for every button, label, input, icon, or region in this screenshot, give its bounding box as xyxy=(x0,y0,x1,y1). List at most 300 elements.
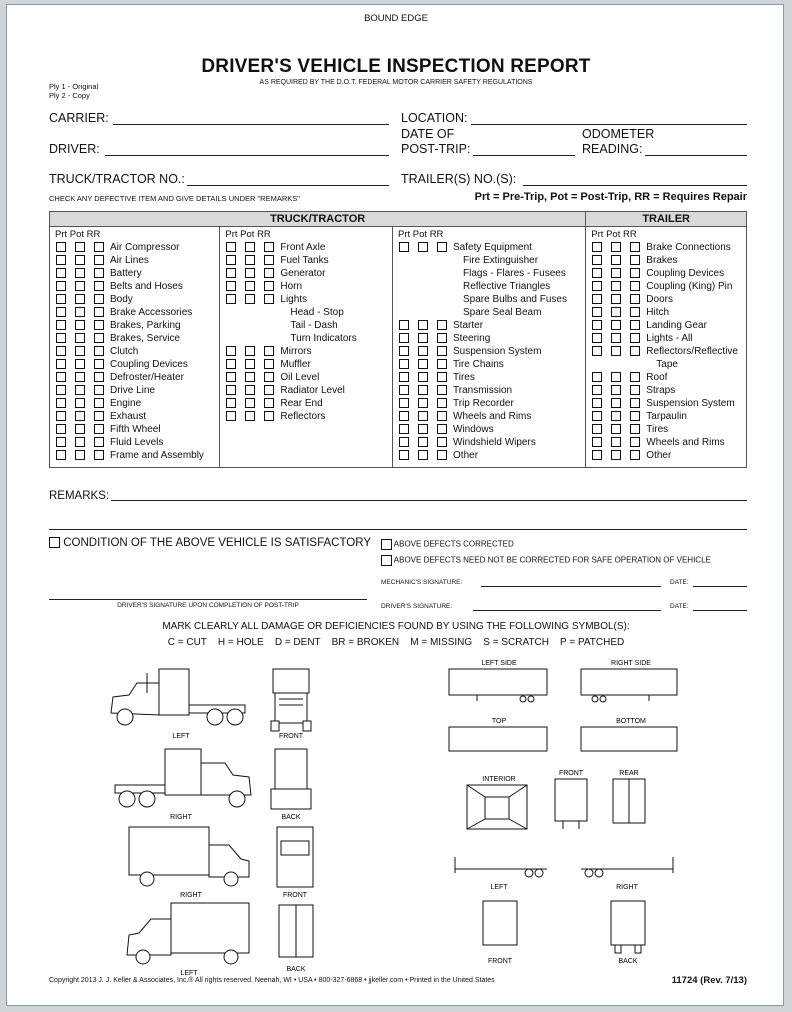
trailer-right-side-figure[interactable] xyxy=(579,657,689,717)
prt-checkbox[interactable] xyxy=(56,385,66,395)
rr-checkbox[interactable] xyxy=(94,372,104,382)
chassis-left-figure[interactable] xyxy=(451,847,551,895)
pot-checkbox[interactable] xyxy=(611,281,621,291)
rr-checkbox[interactable] xyxy=(437,411,447,421)
fig-label-right: RIGHT xyxy=(180,892,202,899)
checklist-item-label: Fuel Tanks xyxy=(280,255,329,266)
prt-checkbox[interactable] xyxy=(56,242,66,252)
prt-checkbox[interactable] xyxy=(56,398,66,408)
chassis-right-drawing xyxy=(581,857,673,877)
pot-checkbox[interactable] xyxy=(611,372,621,382)
checkbox-group xyxy=(592,254,646,267)
prt-checkbox[interactable] xyxy=(56,372,66,382)
checklist-item-label: Landing Gear xyxy=(646,320,707,331)
remarks-line-2[interactable] xyxy=(49,529,747,530)
pot-checkbox[interactable] xyxy=(75,437,85,447)
date-of-label: DATE OF xyxy=(401,127,455,141)
pot-checkbox[interactable] xyxy=(75,359,85,369)
pot-checkbox[interactable] xyxy=(75,346,85,356)
checkbox-group xyxy=(56,293,110,306)
prt-checkbox[interactable] xyxy=(399,424,409,434)
checklist-item xyxy=(586,358,746,371)
checklist-item-label: Wheels and Rims xyxy=(453,411,532,422)
rr-checkbox[interactable] xyxy=(94,346,104,356)
prt-checkbox[interactable] xyxy=(592,333,602,343)
rr-checkbox[interactable] xyxy=(630,281,640,291)
rr-checkbox[interactable] xyxy=(94,359,104,369)
prt-checkbox[interactable] xyxy=(592,411,602,421)
checklist-item xyxy=(220,332,392,345)
checklist-item xyxy=(50,306,219,319)
pot-checkbox[interactable] xyxy=(75,385,85,395)
checkbox-group xyxy=(226,345,280,358)
rr-checkbox[interactable] xyxy=(264,268,274,278)
pot-checkbox[interactable] xyxy=(245,346,255,356)
prt-checkbox[interactable] xyxy=(226,281,236,291)
checkbox-group xyxy=(56,358,110,371)
trailer-front-figure[interactable] xyxy=(551,767,596,837)
rr-checkbox[interactable] xyxy=(630,242,640,252)
rr-checkbox[interactable] xyxy=(94,385,104,395)
pot-checkbox[interactable] xyxy=(75,242,85,252)
checklist-item-label: Oil Level xyxy=(280,372,320,383)
pot-checkbox[interactable] xyxy=(418,450,428,460)
col4-cell xyxy=(586,227,747,468)
col-header: Prt Pot RR xyxy=(398,229,444,240)
checklist-item-label: Reflectors/Reflective xyxy=(646,346,738,357)
trailer-bottom-figure[interactable] xyxy=(579,715,689,755)
checklist-item-label: Reflective Triangles xyxy=(463,281,551,292)
date2-field[interactable] xyxy=(693,610,747,611)
prt-checkbox[interactable] xyxy=(592,346,602,356)
rr-checkbox[interactable] xyxy=(437,320,447,330)
checkbox-group xyxy=(56,423,110,436)
checklist-item-label: Lights xyxy=(280,294,308,305)
pot-checkbox[interactable] xyxy=(245,268,255,278)
prt-checkbox[interactable] xyxy=(592,268,602,278)
rr-checkbox[interactable] xyxy=(94,450,104,460)
rr-checkbox[interactable] xyxy=(630,385,640,395)
checklist-item-label: Engine xyxy=(110,398,142,409)
prt-checkbox[interactable] xyxy=(399,398,409,408)
chassis-left-drawing xyxy=(455,857,547,877)
checklist-item-label: Tail - Dash xyxy=(290,320,338,331)
checklist-item xyxy=(393,306,585,319)
not-corrected-label: ABOVE DEFECTS NEED NOT BE CORRECTED FOR SAFE OPERATION OF VEHICLE xyxy=(393,555,711,565)
pot-checkbox[interactable] xyxy=(245,398,255,408)
checklist-item-label: Steering xyxy=(453,333,491,344)
pot-checkbox[interactable] xyxy=(418,372,428,382)
prt-checkbox[interactable] xyxy=(592,398,602,408)
pot-checkbox[interactable] xyxy=(75,320,85,330)
tractor-front-figure[interactable] xyxy=(269,665,314,745)
pot-checkbox[interactable] xyxy=(75,333,85,343)
truck-back-figure[interactable] xyxy=(275,903,320,983)
prt-checkbox[interactable] xyxy=(56,346,66,356)
truck-front-drawing xyxy=(277,827,313,887)
chassis-front-figure[interactable] xyxy=(479,899,524,969)
checklist-item-label: Head - Stop xyxy=(290,307,344,318)
checklist-item xyxy=(50,254,219,267)
checkbox-group xyxy=(592,384,646,397)
checklist-item-label: Belts and Hoses xyxy=(110,281,183,292)
pot-checkbox[interactable] xyxy=(611,385,621,395)
checklist-item-label: Brakes, Service xyxy=(110,333,181,344)
prt-checkbox[interactable] xyxy=(56,359,66,369)
prt-checkbox[interactable] xyxy=(399,450,409,460)
pot-checkbox[interactable] xyxy=(611,294,621,304)
rr-checkbox[interactable] xyxy=(264,385,274,395)
prt-checkbox[interactable] xyxy=(56,437,66,447)
rr-checkbox[interactable] xyxy=(264,359,274,369)
col1-cell xyxy=(50,227,220,468)
checklist-item xyxy=(220,254,392,267)
pot-checkbox[interactable] xyxy=(611,346,621,356)
pot-checkbox[interactable] xyxy=(418,346,428,356)
pot-checkbox[interactable] xyxy=(418,398,428,408)
satisfactory-label: CONDITION OF THE ABOVE VEHICLE IS SATISFACTORY xyxy=(63,537,372,549)
rr-checkbox[interactable] xyxy=(630,424,640,434)
rr-checkbox[interactable] xyxy=(437,424,447,434)
rr-checkbox[interactable] xyxy=(437,372,447,382)
checkbox-group xyxy=(592,436,646,449)
pot-checkbox[interactable] xyxy=(75,281,85,291)
checklist-item-label: Brake Connections xyxy=(646,242,731,253)
checklist-item xyxy=(393,280,585,293)
prt-checkbox[interactable] xyxy=(592,320,602,330)
trailer-front-drawing xyxy=(555,779,587,829)
prt-checkbox[interactable] xyxy=(226,398,236,408)
checklist-item xyxy=(393,436,585,449)
prt-checkbox[interactable] xyxy=(399,320,409,330)
checkbox-group xyxy=(56,254,110,267)
not-corrected-checkbox[interactable] xyxy=(381,555,392,566)
rr-checkbox[interactable] xyxy=(630,437,640,447)
checklist-item xyxy=(586,280,746,293)
prt-checkbox[interactable] xyxy=(226,346,236,356)
fig-label-left: LEFT xyxy=(490,884,508,891)
tractor-left-figure[interactable] xyxy=(107,665,252,745)
pot-checkbox[interactable] xyxy=(245,294,255,304)
pot-checkbox[interactable] xyxy=(611,424,621,434)
tractor-right-figure[interactable] xyxy=(111,745,256,825)
prt-checkbox[interactable] xyxy=(399,437,409,447)
pot-checkbox[interactable] xyxy=(611,320,621,330)
prt-checkbox[interactable] xyxy=(56,307,66,317)
post-trip-label: POST-TRIP: xyxy=(401,142,471,156)
prt-checkbox[interactable] xyxy=(56,450,66,460)
trailer-no-field[interactable] xyxy=(523,185,747,186)
prt-checkbox[interactable] xyxy=(226,385,236,395)
rr-checkbox[interactable] xyxy=(630,450,640,460)
prt-checkbox[interactable] xyxy=(592,294,602,304)
rr-checkbox[interactable] xyxy=(94,411,104,421)
driver-sig-label: DRIVER'S SIGNATURE: xyxy=(381,603,453,610)
col3-cell xyxy=(393,227,586,468)
col-header: Prt Pot RR xyxy=(591,229,637,240)
pot-checkbox[interactable] xyxy=(418,424,428,434)
pot-checkbox[interactable] xyxy=(418,359,428,369)
chassis-back-figure[interactable] xyxy=(607,899,652,969)
prt-checkbox[interactable] xyxy=(592,424,602,434)
rr-checkbox[interactable] xyxy=(630,320,640,330)
prt-checkbox[interactable] xyxy=(592,372,602,382)
rr-checkbox[interactable] xyxy=(264,398,274,408)
driver-field[interactable] xyxy=(105,155,389,156)
prt-checkbox[interactable] xyxy=(56,255,66,265)
checkbox-group xyxy=(226,241,280,254)
pot-checkbox[interactable] xyxy=(418,333,428,343)
rr-checkbox[interactable] xyxy=(94,398,104,408)
mechanic-sig-field[interactable] xyxy=(481,586,661,587)
pot-checkbox[interactable] xyxy=(245,385,255,395)
truck-left-figure[interactable] xyxy=(123,899,253,979)
rr-checkbox[interactable] xyxy=(264,255,274,265)
checklist-item xyxy=(393,358,585,371)
prt-checkbox[interactable] xyxy=(399,346,409,356)
prt-checkbox[interactable] xyxy=(592,385,602,395)
rr-checkbox[interactable] xyxy=(94,307,104,317)
checkbox-group xyxy=(226,384,280,397)
rr-checkbox[interactable] xyxy=(94,424,104,434)
checklist-item-label: Air Lines xyxy=(110,255,149,266)
rr-checkbox[interactable] xyxy=(94,255,104,265)
checklist-item xyxy=(586,254,746,267)
checkbox-group xyxy=(56,332,110,345)
checkbox-group xyxy=(592,319,646,332)
prt-checkbox[interactable] xyxy=(592,450,602,460)
pot-checkbox[interactable] xyxy=(75,450,85,460)
prt-checkbox[interactable] xyxy=(226,372,236,382)
checklist-item xyxy=(586,449,746,462)
checklist-item-label: Generator xyxy=(280,268,326,279)
rr-checkbox[interactable] xyxy=(264,372,274,382)
pot-checkbox[interactable] xyxy=(418,242,428,252)
checklist-item xyxy=(586,241,746,254)
checklist-item xyxy=(50,293,219,306)
trailer-bottom-drawing xyxy=(581,727,677,751)
driver-sig-field[interactable] xyxy=(473,610,661,611)
pot-checkbox[interactable] xyxy=(75,411,85,421)
pot-checkbox[interactable] xyxy=(611,242,621,252)
rr-checkbox[interactable] xyxy=(437,333,447,343)
rr-checkbox[interactable] xyxy=(264,281,274,291)
prt-checkbox[interactable] xyxy=(56,333,66,343)
checklist-item-label: Tape xyxy=(656,359,678,370)
truck-right-figure[interactable] xyxy=(125,823,255,903)
tractor-back-figure[interactable] xyxy=(269,745,314,825)
trailer-left-side-figure[interactable] xyxy=(447,657,557,717)
location-label: LOCATION: xyxy=(401,111,468,125)
rr-checkbox[interactable] xyxy=(94,437,104,447)
legend: Prt = Pre-Trip, Pot = Post-Trip, RR = Requires Repair xyxy=(474,191,747,203)
rr-checkbox[interactable] xyxy=(630,398,640,408)
checkbox-group xyxy=(399,436,453,449)
trailer-top-figure[interactable] xyxy=(447,715,557,755)
odometer-field[interactable] xyxy=(645,155,747,156)
checkbox-group xyxy=(226,280,280,293)
checklist-item xyxy=(50,332,219,345)
checklist-item-label: Brakes xyxy=(646,255,678,266)
prt-checkbox[interactable] xyxy=(592,281,602,291)
prt-checkbox[interactable] xyxy=(56,411,66,421)
prt-checkbox[interactable] xyxy=(56,424,66,434)
pot-checkbox[interactable] xyxy=(75,294,85,304)
rr-checkbox[interactable] xyxy=(437,385,447,395)
pot-checkbox[interactable] xyxy=(245,281,255,291)
checklist-item-label: Coupling Devices xyxy=(110,359,188,370)
trailer-right-side-drawing xyxy=(581,669,677,702)
carrier-field[interactable] xyxy=(113,124,389,125)
rr-checkbox[interactable] xyxy=(94,294,104,304)
pot-checkbox[interactable] xyxy=(418,320,428,330)
prt-checkbox[interactable] xyxy=(592,437,602,447)
col2-cell xyxy=(220,227,393,468)
prt-checkbox[interactable] xyxy=(56,281,66,291)
prt-checkbox[interactable] xyxy=(226,359,236,369)
pot-checkbox[interactable] xyxy=(611,255,621,265)
checklist-table xyxy=(49,211,747,468)
rr-checkbox[interactable] xyxy=(437,359,447,369)
driver-sig-post-field[interactable] xyxy=(49,599,367,600)
pot-checkbox[interactable] xyxy=(611,398,621,408)
checklist-item-label: Horn xyxy=(280,281,303,292)
rr-checkbox[interactable] xyxy=(94,281,104,291)
pot-checkbox[interactable] xyxy=(245,372,255,382)
checklist-item-label: Frame and Assembly xyxy=(110,450,204,461)
prt-checkbox[interactable] xyxy=(226,294,236,304)
checklist-item xyxy=(393,332,585,345)
rr-checkbox[interactable] xyxy=(264,242,274,252)
trailer-interior-figure[interactable] xyxy=(465,773,535,838)
remarks-label: REMARKS: xyxy=(49,490,110,502)
not-corrected-row xyxy=(381,555,711,566)
checkbox-group xyxy=(56,410,110,423)
rr-checkbox[interactable] xyxy=(264,294,274,304)
rr-checkbox[interactable] xyxy=(264,346,274,356)
pot-checkbox[interactable] xyxy=(245,242,255,252)
pot-checkbox[interactable] xyxy=(418,385,428,395)
prt-checkbox[interactable] xyxy=(399,385,409,395)
truck-front-figure[interactable] xyxy=(273,825,318,905)
truck-no-label: TRUCK/TRACTOR NO.: xyxy=(49,172,185,186)
pot-checkbox[interactable] xyxy=(75,424,85,434)
pot-checkbox[interactable] xyxy=(611,411,621,421)
rr-checkbox[interactable] xyxy=(630,268,640,278)
pot-checkbox[interactable] xyxy=(611,437,621,447)
checklist-item-label: Front Axle xyxy=(280,242,326,253)
satisfactory-checkbox[interactable] xyxy=(49,537,60,548)
rr-checkbox[interactable] xyxy=(94,333,104,343)
rr-checkbox[interactable] xyxy=(630,346,640,356)
chassis-right-figure[interactable] xyxy=(577,847,677,895)
truck-back-drawing xyxy=(279,905,313,957)
truck-no-field[interactable] xyxy=(187,185,389,186)
location-field[interactable] xyxy=(471,124,747,125)
pot-checkbox[interactable] xyxy=(611,333,621,343)
checklist-item-label: Mirrors xyxy=(280,346,312,357)
rr-checkbox[interactable] xyxy=(437,242,447,252)
checklist-item-label: Tires xyxy=(453,372,475,383)
rr-checkbox[interactable] xyxy=(630,255,640,265)
checklist-item-label: Spare Seal Beam xyxy=(463,307,542,318)
fig-label-right-side: RIGHT SIDE xyxy=(611,660,651,667)
col-header: Prt Pot RR xyxy=(55,229,101,240)
checklist-item-label: Roof xyxy=(646,372,668,383)
prt-checkbox[interactable] xyxy=(226,268,236,278)
pot-checkbox[interactable] xyxy=(75,398,85,408)
pot-checkbox[interactable] xyxy=(418,411,428,421)
prt-checkbox[interactable] xyxy=(399,359,409,369)
date1-field[interactable] xyxy=(693,586,747,587)
rr-checkbox[interactable] xyxy=(437,437,447,447)
pot-checkbox[interactable] xyxy=(75,268,85,278)
rr-checkbox[interactable] xyxy=(94,242,104,252)
prt-checkbox[interactable] xyxy=(56,268,66,278)
prt-checkbox[interactable] xyxy=(56,294,66,304)
checkbox-group xyxy=(226,254,280,267)
rr-checkbox[interactable] xyxy=(437,450,447,460)
rr-checkbox[interactable] xyxy=(437,398,447,408)
date-field[interactable] xyxy=(473,155,575,156)
checklist-item xyxy=(220,319,392,332)
fig-label-front: FRONT xyxy=(278,733,304,740)
prt-checkbox[interactable] xyxy=(226,242,236,252)
rr-checkbox[interactable] xyxy=(437,346,447,356)
prt-checkbox[interactable] xyxy=(399,411,409,421)
rr-checkbox[interactable] xyxy=(94,268,104,278)
pot-checkbox[interactable] xyxy=(75,372,85,382)
pot-checkbox[interactable] xyxy=(245,255,255,265)
corrected-checkbox[interactable] xyxy=(381,539,392,550)
pot-checkbox[interactable] xyxy=(611,268,621,278)
pot-checkbox[interactable] xyxy=(75,307,85,317)
pot-checkbox[interactable] xyxy=(611,450,621,460)
prt-checkbox[interactable] xyxy=(592,255,602,265)
prt-checkbox[interactable] xyxy=(226,411,236,421)
form-number: 11724 (Rev. 7/13) xyxy=(671,975,747,986)
pot-checkbox[interactable] xyxy=(245,411,255,421)
pot-checkbox[interactable] xyxy=(245,359,255,369)
prt-checkbox[interactable] xyxy=(592,307,602,317)
rr-checkbox[interactable] xyxy=(630,372,640,382)
copyright: Copyright 2013 J. J. Keller & Associates, Inc.® All rights reserved. Neenah, WI • USA • 800-327-6868 • jjkeller.com • Printed in the United States xyxy=(49,977,495,984)
prt-checkbox[interactable] xyxy=(592,242,602,252)
prt-checkbox[interactable] xyxy=(56,320,66,330)
remarks-line-1[interactable] xyxy=(111,500,747,501)
prt-checkbox[interactable] xyxy=(399,372,409,382)
rr-checkbox[interactable] xyxy=(630,294,640,304)
rr-checkbox[interactable] xyxy=(630,307,640,317)
fig-label-left: LEFT xyxy=(180,970,198,977)
rr-checkbox[interactable] xyxy=(264,411,274,421)
checklist-item-label: Clutch xyxy=(110,346,139,357)
checklist-item xyxy=(586,371,746,384)
pot-checkbox[interactable] xyxy=(611,307,621,317)
rr-checkbox[interactable] xyxy=(630,411,640,421)
trailer-rear-figure[interactable] xyxy=(609,767,654,837)
pot-checkbox[interactable] xyxy=(75,255,85,265)
rr-checkbox[interactable] xyxy=(630,333,640,343)
rr-checkbox[interactable] xyxy=(94,320,104,330)
checkbox-group xyxy=(592,267,646,280)
pot-checkbox[interactable] xyxy=(418,437,428,447)
checkbox-group xyxy=(56,241,110,254)
prt-checkbox[interactable] xyxy=(226,255,236,265)
prt-checkbox[interactable] xyxy=(399,242,409,252)
prt-checkbox[interactable] xyxy=(399,333,409,343)
tractor-front-drawing xyxy=(271,669,311,731)
